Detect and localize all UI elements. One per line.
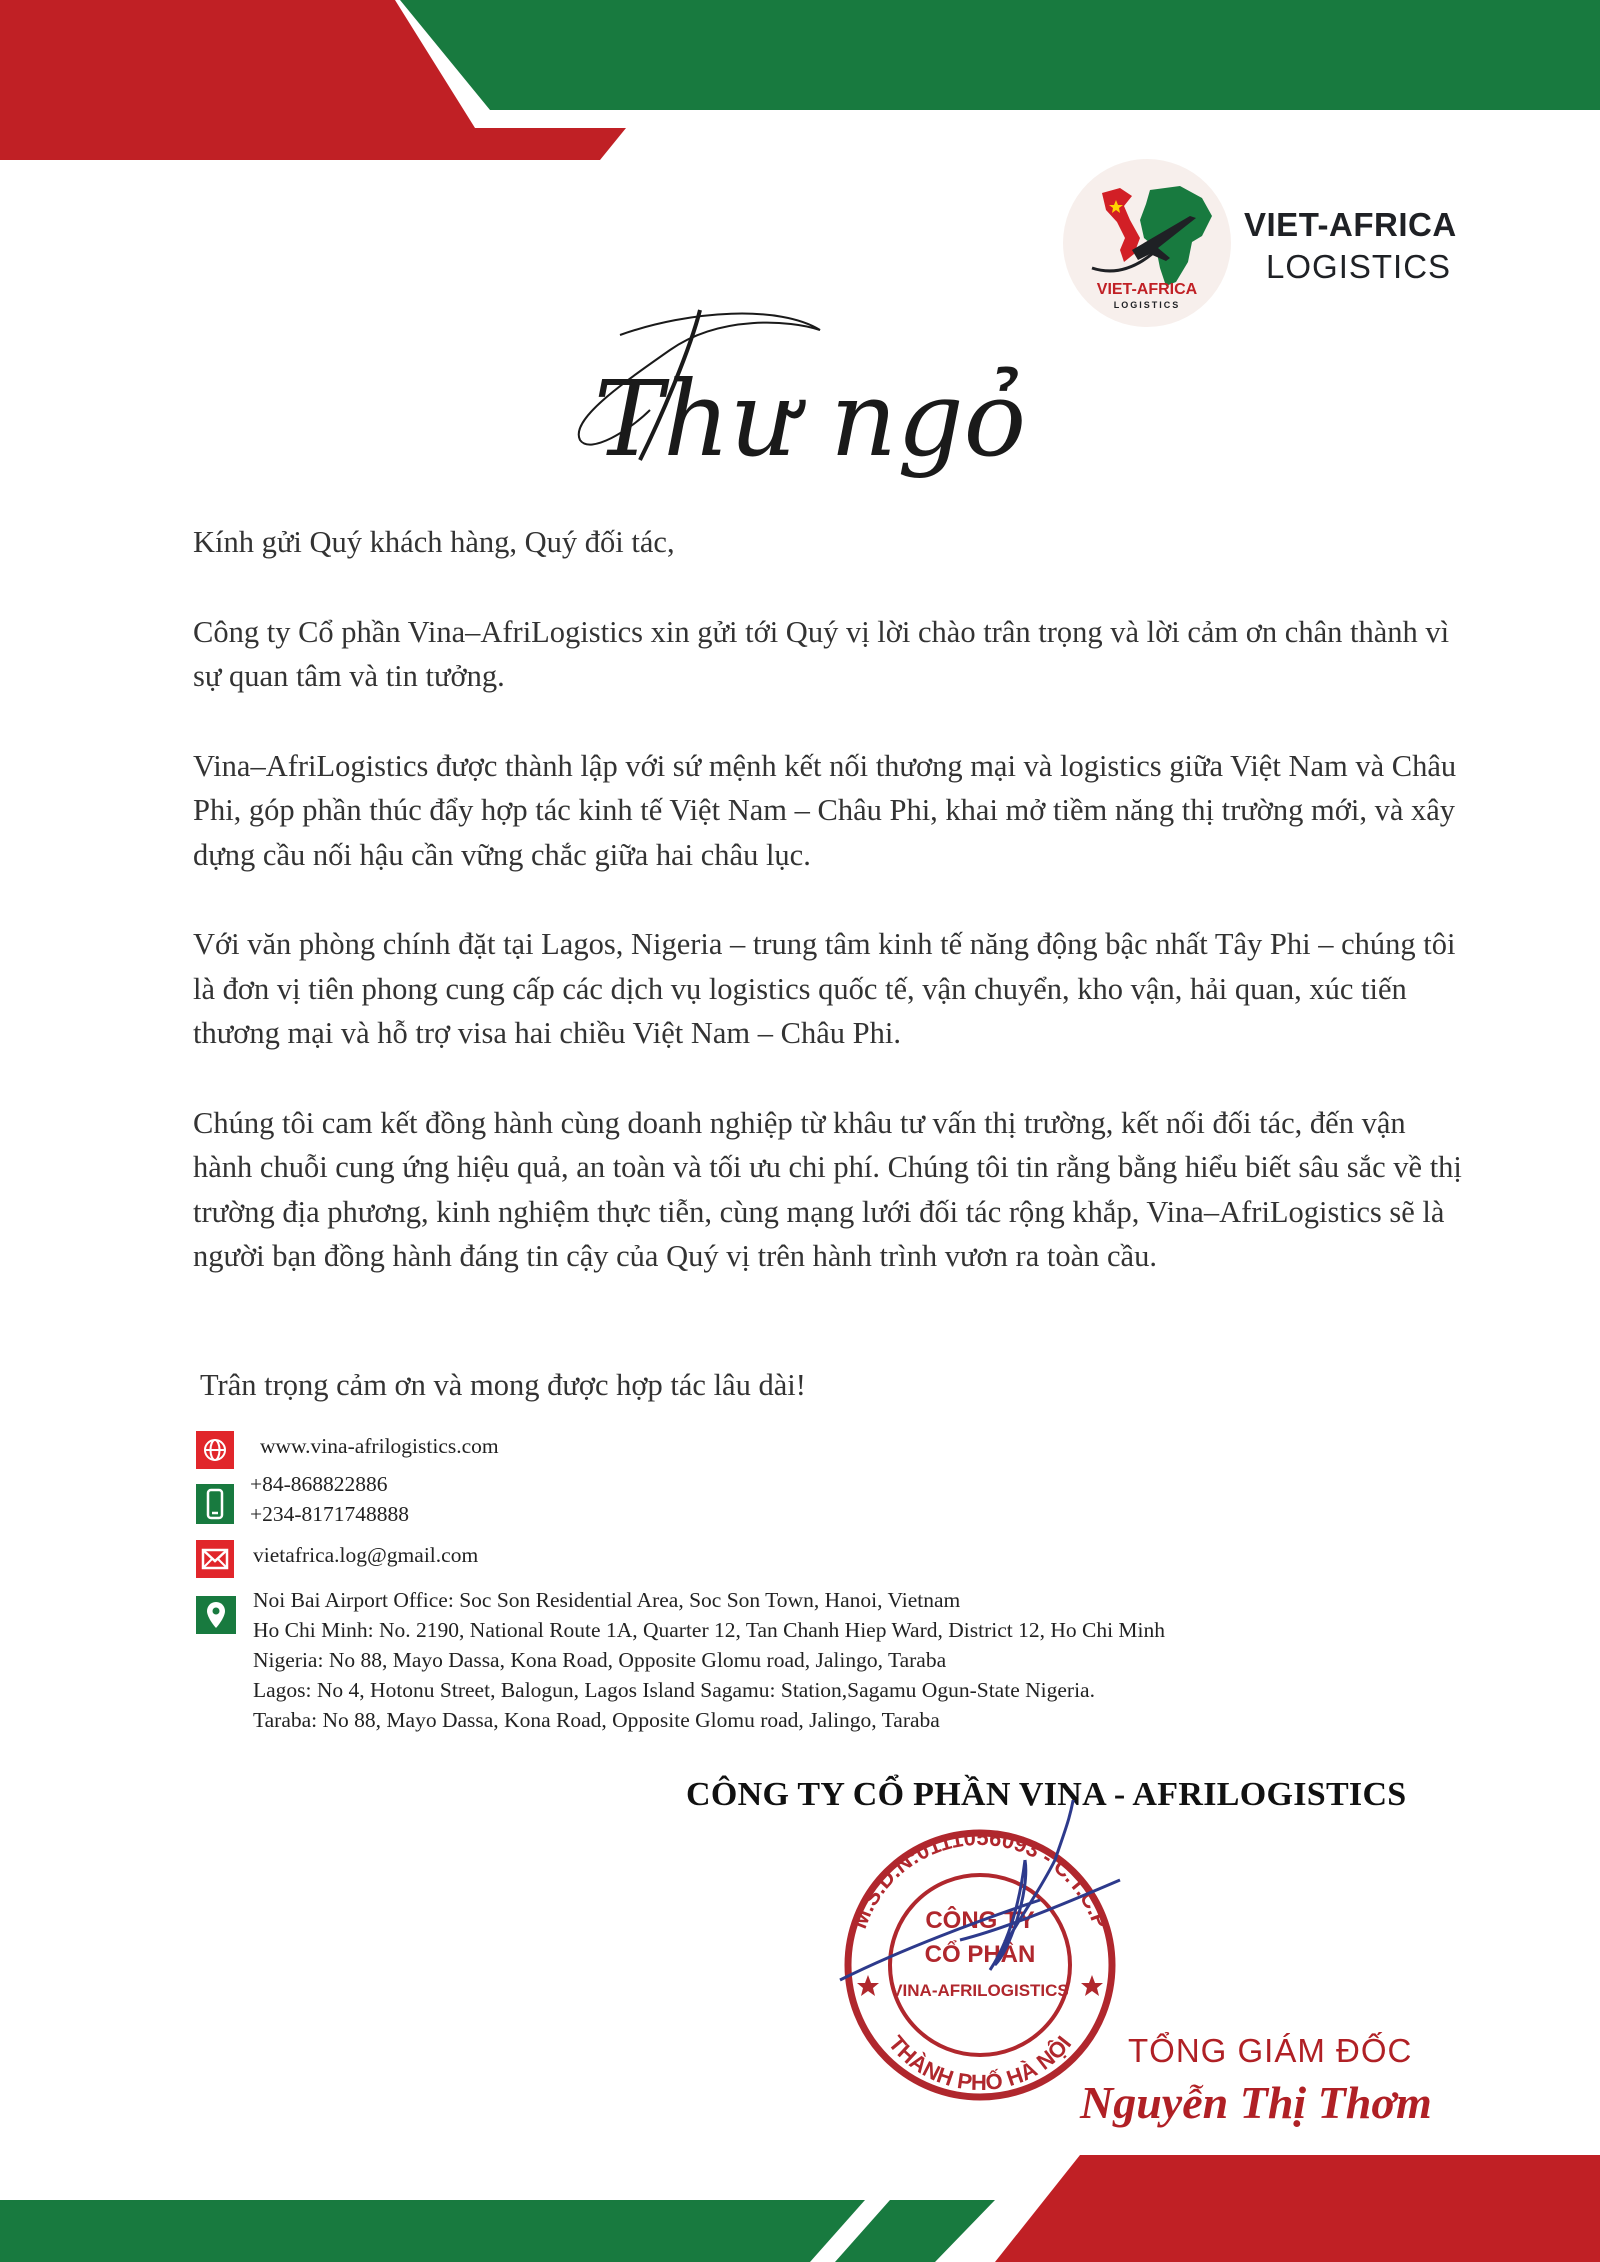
logo-text-sub: LOGISTICS [1113,300,1181,310]
address-taraba: Taraba: No 88, Mayo Dassa, Kona Road, Opposite Glomu road, Jalingo, Taraba [253,1708,940,1732]
greeting: Kính gửi Quý khách hàng, Quý đối tác, [193,525,675,559]
phone-number-vn[interactable]: +84-868822886 [250,1472,388,1496]
stamp-ring-top: M.S.D.N:0111056093 - C.T.C.P [846,1824,1114,1932]
stamp-line-2: CỔ PHẦN [924,1941,1036,1968]
address-noibai: Noi Bai Airport Office: Soc Son Residential Area, Soc Son Town, Hanoi, Vietnam [253,1588,961,1612]
title-text: Thư ngỏ [593,358,1027,480]
logo-text-main: VIET-AFRICA [1096,281,1198,298]
address-hochiminh: Ho Chi Minh: No. 2190, National Route 1A, Quarter 12, Tan Chanh Hiep Ward, District 12, Ho Chi Minh [253,1618,1166,1642]
footer-red-band [995,2155,1600,2262]
paragraph-3: Với văn phòng chính đặt tại Lagos, Nigeria – trung tâm kinh tế năng động bậc nhất Tây Phi – chúng tôi là đơn vị tiên phong cung cấp các dịch vụ logistics quốc tế, vận chuyển, kho vận, hải quan, xúc tiến thương mại và hỗ trợ visa hai chiều Việt Nam – Châu Phi. [193,927,1456,1050]
paragraph-1: Công ty Cổ phần Vina–AfriLogistics xin gửi tới Quý vị lời chào trân trọng và lời cảm ơn chân thành vì sự quan tâm và tin tưởng. [193,614,1450,693]
svg-text:THÀNH PHỐ HÀ NỘI [884,2031,1077,2095]
header-green-band [400,0,1600,110]
header-decoration [0,0,1600,170]
stamp-line-1: CÔNG TY [925,1907,1035,1934]
closing-line: Trân trọng cảm ơn và mong được hợp tác lâu dài! [200,1368,806,1402]
globe-icon [196,1431,234,1469]
email-icon [196,1540,234,1578]
email-address[interactable]: vietafrica.log@gmail.com [253,1543,479,1567]
brand-name: VIET-AFRICA [1244,206,1457,243]
footer-decoration [0,2150,1600,2262]
address-nigeria: Nigeria: No 88, Mayo Dassa, Kona Road, Opposite Glomu road, Jalingo, Taraba [253,1648,947,1672]
brand-subtitle: LOGISTICS [1266,248,1452,285]
phone-number-ng[interactable]: +234-8171748888 [250,1502,410,1526]
location-pin-icon [196,1596,236,1634]
company-logo [1062,158,1232,328]
footer-green-band [0,2200,865,2262]
paragraph-4: Chúng tôi cam kết đồng hành cùng doanh nghiệp từ khâu tư vấn thị trường, kết nối đối tác, đến vận hành chuỗi cung ứng hiệu quả, an toàn và tối ưu chi phí. Chúng tôi tin rằng bằng hiểu biết sâu sắc về thị trường địa phương, kinh nghiệm thực tiễn, cùng mạng lưới đối tác rộng khắp, Vina–AfriLogistics sẽ là người bạn đồng hành đáng tin cậy của Quý vị trên hành trình vươn ra toàn cầu. [193,1105,1462,1273]
stamp-ring-bottom: THÀNH PHỐ HÀ NỘI [883,2030,1077,2096]
company-stamp [820,1800,1140,2120]
mobile-phone-icon [196,1484,234,1524]
paragraph-2: Vina–AfriLogistics được thành lập với sứ mệnh kết nối thương mại và logistics giữa Việt Nam và Châu Phi, góp phần thúc đẩy hợp tác kinh tế Việt Nam – Châu Phi, khai mở tiềm năng thị trường mới, và xây dựng cầu nối hậu cần vững chắc giữa hai châu lục. [193,748,1457,872]
footer-green-stripe [835,2200,995,2262]
company-name-signature: CÔNG TY CỔ PHẦN VINA - AFRILOGISTICS [686,1776,1407,1813]
stamp-star-icon [857,1975,879,1996]
signatory-name: Nguyễn Thị Thơm [1080,2077,1432,2128]
website-link[interactable]: www.vina-afrilogistics.com [260,1434,499,1458]
stamp-star-icon [1081,1975,1103,1996]
signatory-title: TỔNG GIÁM ĐỐC [1128,2032,1413,2069]
address-lagos: Lagos: No 4, Hotonu Street, Balogun, Lagos Island Sagamu: Station,Sagamu Ogun-State Nigeria. [253,1678,1095,1702]
letter-title [560,290,1030,520]
stamp-line-3: VINA-AFRILOGISTICS [891,1981,1069,2000]
letter-body [193,520,1463,1324]
